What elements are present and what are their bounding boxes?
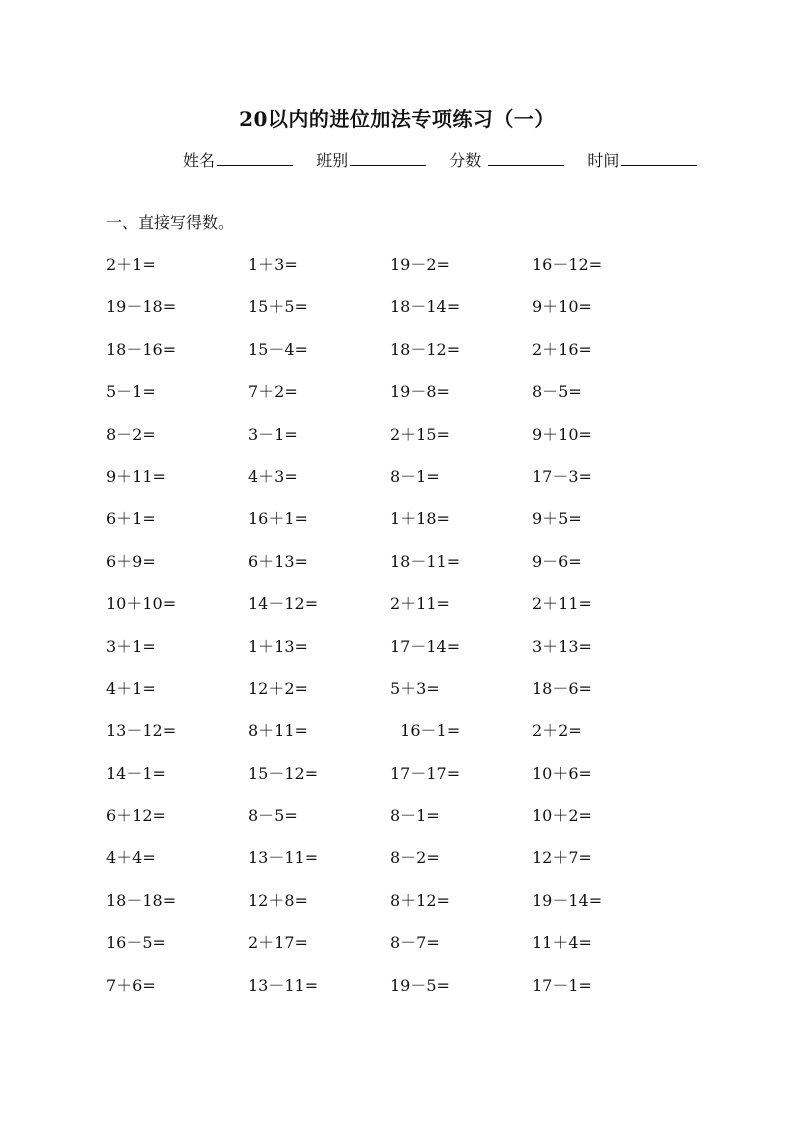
problem-row: [106, 845, 706, 887]
math-problem: 2＋11=: [390, 594, 450, 614]
math-problem: 10＋10=: [106, 594, 177, 614]
math-problem: 15－4=: [248, 339, 308, 359]
math-problem: 2＋11=: [532, 594, 592, 614]
math-problem: 9－6=: [532, 551, 582, 571]
problem-row: [106, 634, 706, 676]
math-problem: 16＋1=: [248, 509, 308, 529]
math-problem: 3－1=: [248, 424, 298, 444]
math-problem: 1＋18=: [390, 509, 450, 529]
math-problem: 2＋1=: [106, 255, 156, 274]
time-field: [587, 148, 697, 171]
math-problem: 15－12=: [248, 763, 319, 783]
student-info-line: [183, 148, 715, 171]
problem-row: [106, 464, 706, 506]
math-problem: 17－3=: [532, 466, 592, 486]
name-label: 姓名: [183, 151, 216, 170]
problem-row: [106, 761, 706, 803]
class-field: [316, 148, 426, 171]
math-problem: 14－1=: [106, 763, 166, 783]
math-problem: 8－2=: [390, 848, 440, 868]
math-problem: 2＋16=: [532, 339, 592, 359]
math-problem: 10＋2=: [532, 806, 592, 826]
math-problem: 7＋2=: [248, 382, 298, 402]
problem-row: [106, 379, 706, 421]
score-label: 分数: [449, 151, 482, 170]
math-problem: 12＋7=: [532, 848, 592, 868]
math-problem: 10＋6=: [532, 763, 592, 783]
problem-row: [106, 591, 706, 633]
score-blank[interactable]: [488, 149, 564, 166]
math-problem: 2＋15=: [390, 424, 450, 444]
problem-row: [106, 718, 706, 760]
math-problem: 4＋1=: [106, 678, 156, 698]
math-problem: 19－5=: [390, 975, 450, 995]
math-problem: 2＋2=: [532, 721, 582, 741]
math-problem: 17－1=: [532, 975, 592, 995]
math-problem: 7＋6=: [106, 975, 156, 995]
math-problem: 5＋3=: [390, 678, 440, 698]
math-problem: 17－14=: [390, 636, 461, 656]
problem-row: [106, 422, 706, 464]
time-blank[interactable]: [621, 149, 697, 166]
name-field: [183, 148, 293, 171]
math-problem: 8－1=: [390, 806, 440, 826]
problem-row: [106, 803, 706, 845]
math-problem: 13－12=: [106, 721, 177, 741]
math-problem: 8＋11=: [248, 721, 308, 741]
page-title: 20以内的进位加法专项练习（一）: [239, 107, 555, 131]
problem-row: [106, 294, 706, 336]
math-problem: 18－11=: [390, 551, 461, 571]
math-problem: 8－2=: [106, 424, 156, 444]
math-problem: 9＋10=: [532, 297, 592, 317]
problem-row: [106, 337, 706, 379]
math-problem: 11＋4=: [532, 933, 592, 953]
math-problem: 5－1=: [106, 382, 156, 402]
math-problem: 9＋11=: [106, 466, 166, 486]
math-problem: 18－6=: [532, 678, 592, 698]
math-problem: 19－2=: [390, 255, 450, 274]
math-problem: 8－5=: [532, 382, 582, 402]
problem-row: [106, 888, 706, 930]
math-problem: 14－12=: [248, 594, 319, 614]
math-problem: 9＋10=: [532, 424, 592, 444]
math-problem: 17－17=: [390, 763, 461, 783]
math-problem: 8－5=: [248, 806, 298, 826]
math-problem: 19－18=: [106, 297, 177, 317]
math-problem: 9＋5=: [532, 509, 582, 529]
math-problem: 19－14=: [532, 890, 603, 910]
problem-row: [106, 549, 706, 591]
problem-row: [106, 973, 706, 1015]
class-label: 班别: [316, 151, 349, 170]
math-problem: 15＋5=: [248, 297, 308, 317]
math-problem: 6＋12=: [106, 806, 166, 826]
math-problem: 12＋2=: [248, 678, 308, 698]
time-label: 时间: [587, 151, 620, 170]
problem-grid: [106, 252, 706, 1015]
math-problem: 16－1=: [390, 721, 461, 741]
name-blank[interactable]: [217, 149, 293, 166]
math-problem: 8＋12=: [390, 890, 450, 910]
math-problem: 12＋8=: [248, 890, 308, 910]
math-problem: 13－11=: [248, 975, 319, 995]
problem-row: [106, 506, 706, 548]
math-problem: 4＋3=: [248, 466, 298, 486]
math-problem: 3＋13=: [532, 636, 592, 656]
math-problem: 18－14=: [390, 297, 461, 317]
math-problem: 3＋1=: [106, 636, 156, 656]
math-problem: 6＋9=: [106, 551, 156, 571]
math-problem: 6＋1=: [106, 509, 156, 529]
problem-row: [106, 930, 706, 972]
math-problem: 4＋4=: [106, 848, 156, 868]
problem-row: [106, 676, 706, 718]
math-problem: 8－7=: [390, 933, 440, 953]
math-problem: 1＋3=: [248, 255, 298, 274]
problem-row: [106, 252, 706, 294]
math-problem: 13－11=: [248, 848, 319, 868]
math-problem: 19－8=: [390, 382, 450, 402]
math-problem: 2＋17=: [248, 933, 308, 953]
math-problem: 18－12=: [390, 339, 461, 359]
class-blank[interactable]: [350, 149, 426, 166]
math-problem: 6＋13=: [248, 551, 308, 571]
math-problem: 1＋13=: [248, 636, 308, 656]
math-problem: 18－18=: [106, 890, 177, 910]
math-problem: 16－5=: [106, 933, 166, 953]
math-problem: 16－12=: [532, 255, 603, 274]
math-problem: 18－16=: [106, 339, 177, 359]
score-field: [449, 148, 564, 171]
section-heading: 一、直接写得数。: [106, 213, 235, 232]
math-problem: 8－1=: [390, 466, 440, 486]
